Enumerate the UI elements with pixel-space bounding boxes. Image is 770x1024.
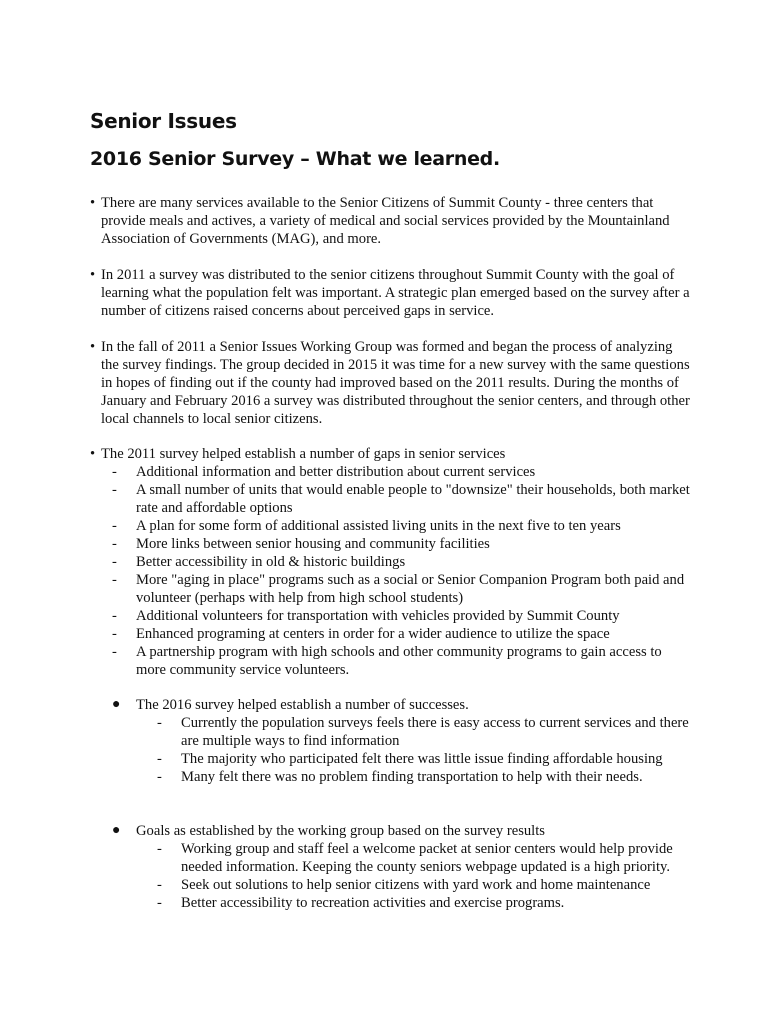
successes-list bbox=[112, 714, 692, 786]
list-item-text: A plan for some form of additional assisted living units in the next five to ten years bbox=[136, 518, 621, 534]
list-item-text: A small number of units that would enable people to "downsize" their households, both market rate and affordable options bbox=[136, 482, 690, 516]
bullet: ● bbox=[112, 823, 121, 838]
list-item-text: Currently the population surveys feels there is easy access to current services and there are multiple ways to find information bbox=[181, 715, 689, 749]
list-item-text: Additional volunteers for transportation with vehicles provided by Summit County bbox=[136, 608, 620, 624]
paragraph-text: In the fall of 2011 a Senior Issues Working Group was formed and began the process of analyzing the survey findings. The group decided in 2015 it was time for a new survey with the same questions in hopes of finding out if the county had improved based on the 2011 results. During the months of January and February 2016 a survey was distributed throughout the senior centers, and through other local channels to local senior citizens. bbox=[101, 339, 690, 427]
list-item bbox=[112, 517, 692, 535]
list-item-text: More "aging in place" programs such as a social or Senior Companion Program both paid and volunteer (perhaps with help from high school students) bbox=[136, 572, 685, 606]
gaps-list bbox=[112, 463, 692, 679]
goals-heading: Goals as established by the working group based on the survey results bbox=[136, 823, 545, 839]
dash: - bbox=[157, 715, 162, 731]
list-item bbox=[112, 643, 692, 679]
bullet: ● bbox=[112, 697, 121, 712]
dash: - bbox=[112, 536, 117, 552]
dash: - bbox=[157, 769, 162, 785]
page-title: Senior Issues bbox=[90, 109, 237, 133]
paragraph-text: The 2011 survey helped establish a number of gaps in senior services bbox=[101, 446, 506, 462]
list-item bbox=[112, 535, 692, 553]
bullet: • bbox=[90, 267, 96, 283]
list-item bbox=[112, 625, 692, 643]
goals-section bbox=[112, 822, 692, 912]
paragraph-text: There are many services available to the Senior Citizens of Summit County - three centers that provide meals and actives, a variety of medical and social services provided by the Mountainland Association of Governments (MAG), and more. bbox=[101, 195, 670, 247]
dash: - bbox=[112, 626, 117, 642]
list-item-text: The majority who participated felt there was little issue finding affordable housing bbox=[181, 751, 663, 767]
dash: - bbox=[157, 751, 162, 767]
list-item bbox=[157, 876, 692, 894]
list-item bbox=[157, 894, 692, 912]
list-item bbox=[157, 714, 692, 750]
successes-heading: The 2016 survey helped establish a number of successes. bbox=[136, 697, 469, 713]
list-item-text: A partnership program with high schools and other community programs to gain access to more community service volunteers. bbox=[136, 644, 662, 678]
dash: - bbox=[157, 841, 162, 857]
list-item bbox=[112, 571, 692, 607]
list-item bbox=[112, 481, 692, 517]
list-item-text: Better accessibility to recreation activities and exercise programs. bbox=[181, 895, 565, 911]
list-item-text: More links between senior housing and community facilities bbox=[136, 536, 490, 552]
list-item bbox=[112, 607, 692, 625]
list-item bbox=[112, 553, 692, 571]
page-subtitle: 2016 Senior Survey – What we learned. bbox=[90, 148, 500, 170]
successes-section bbox=[112, 696, 692, 786]
dash: - bbox=[112, 518, 117, 534]
dash: - bbox=[112, 608, 117, 624]
dash: - bbox=[112, 554, 117, 570]
list-item bbox=[157, 768, 692, 786]
dash: - bbox=[157, 895, 162, 911]
list-item bbox=[157, 840, 692, 876]
paragraph-text: In 2011 a survey was distributed to the senior citizens throughout Summit County with the goal of learning what the population felt was important. A strategic plan emerged based on the survey after a number of citizens raised concerns about perceived gaps in service. bbox=[101, 267, 690, 319]
bullet: • bbox=[90, 195, 96, 211]
dash: - bbox=[112, 572, 117, 588]
dash: - bbox=[112, 482, 117, 498]
list-item-text: Additional information and better distribution about current services bbox=[136, 464, 536, 480]
dash: - bbox=[112, 644, 117, 660]
paragraph-2011-survey bbox=[90, 266, 690, 320]
goals-list bbox=[112, 840, 692, 912]
bullet: • bbox=[90, 339, 96, 355]
list-item-text: Seek out solutions to help senior citizens with yard work and home maintenance bbox=[181, 877, 651, 893]
dash: - bbox=[157, 877, 162, 893]
dash: - bbox=[112, 464, 117, 480]
list-item-text: Working group and staff feel a welcome packet at senior centers would help provide needed information. Keeping the county seniors webpage updated is a high priority. bbox=[181, 841, 673, 875]
paragraph-working-group bbox=[90, 338, 690, 428]
paragraph-gaps-intro bbox=[90, 445, 690, 463]
paragraph-services bbox=[90, 194, 690, 248]
list-item-text: Many felt there was no problem finding transportation to help with their needs. bbox=[181, 769, 643, 785]
list-item-text: Better accessibility in old & historic buildings bbox=[136, 554, 406, 570]
list-item bbox=[112, 463, 692, 481]
bullet: • bbox=[90, 446, 96, 462]
list-item bbox=[157, 750, 692, 768]
list-item-text: Enhanced programing at centers in order for a wider audience to utilize the space bbox=[136, 626, 610, 642]
